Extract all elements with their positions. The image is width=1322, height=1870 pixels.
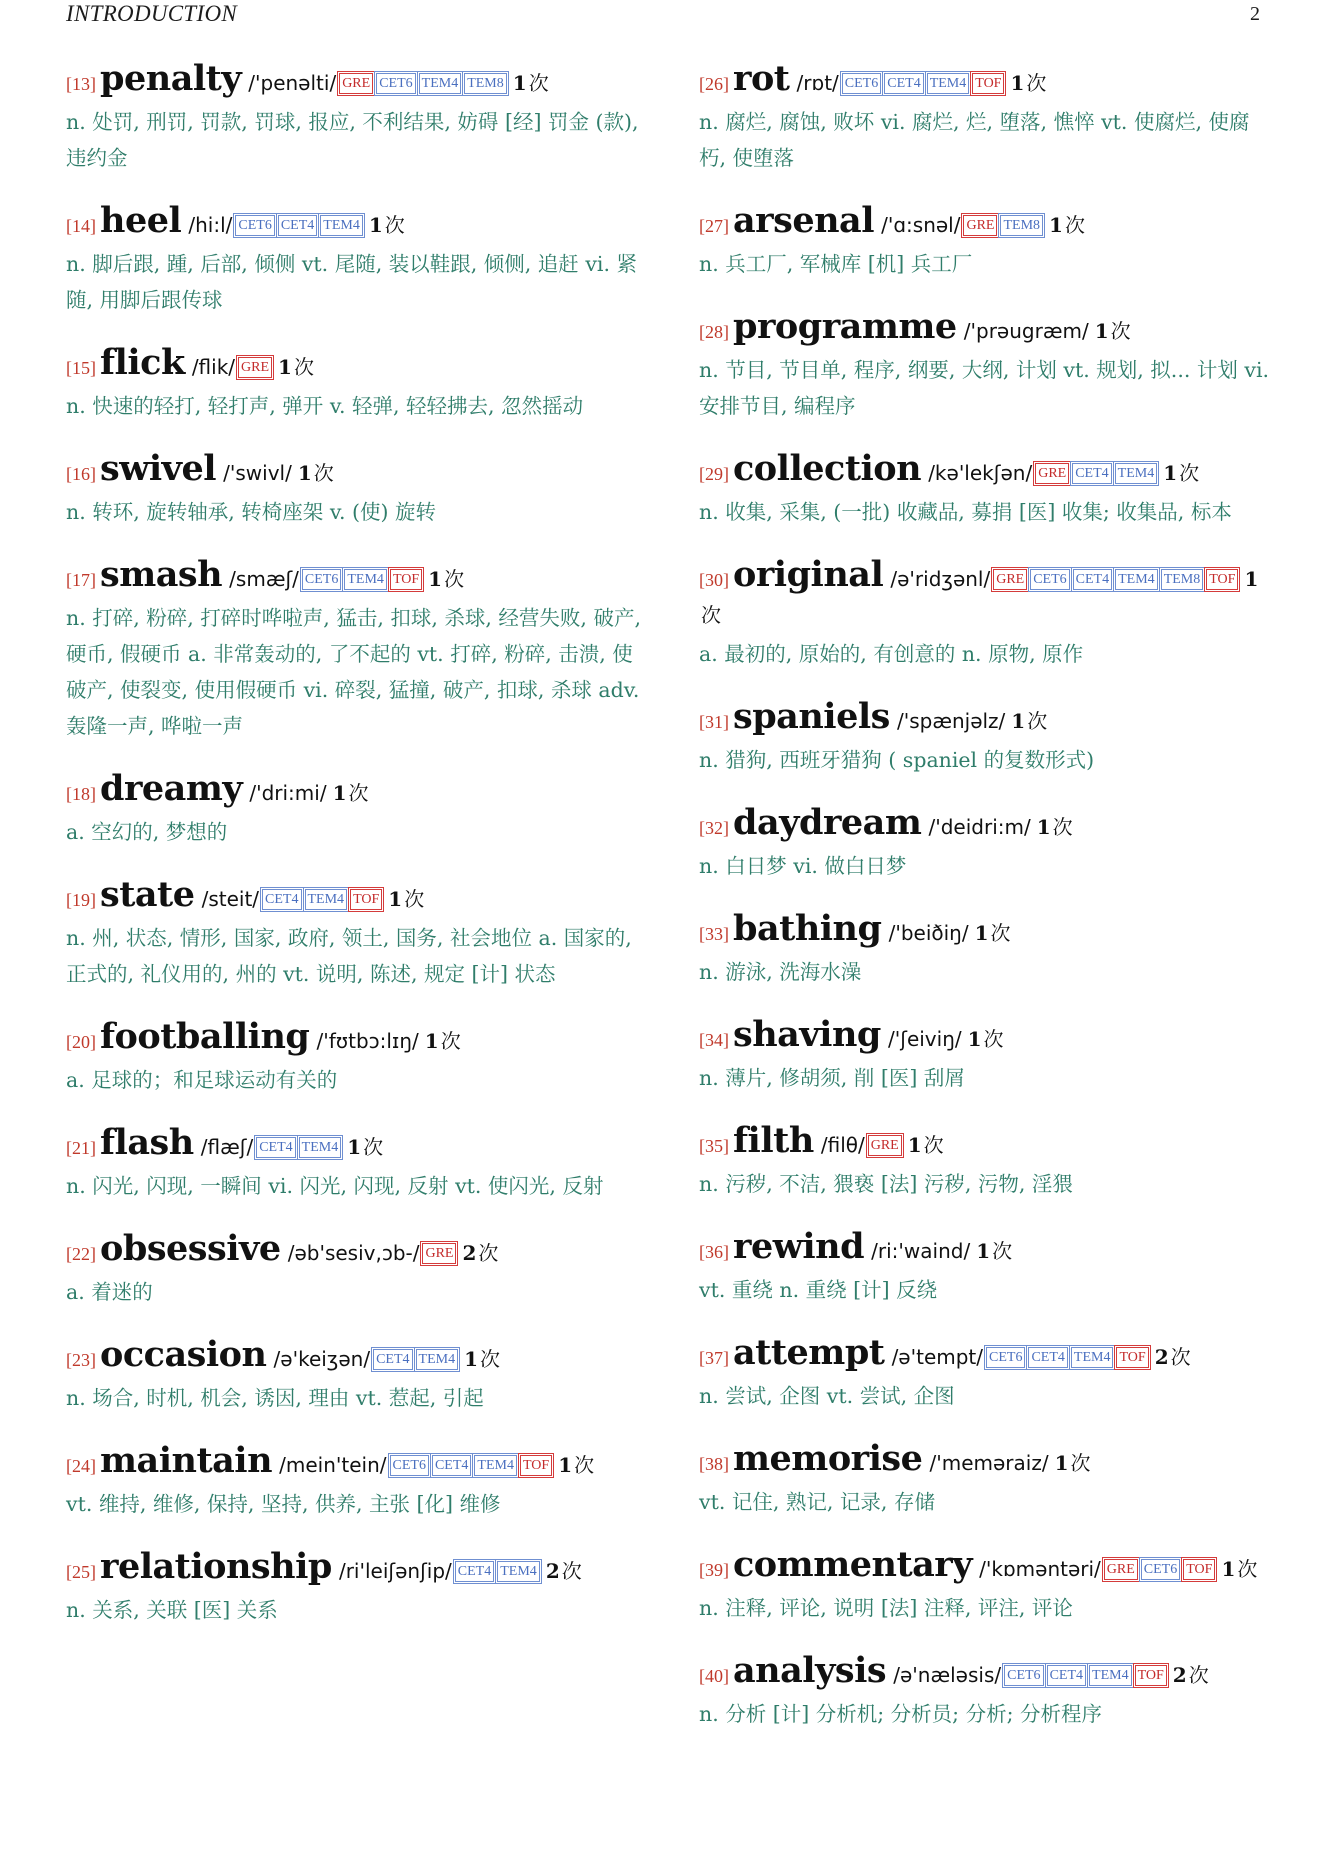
occurrence-count: 1 — [974, 921, 989, 945]
entry-definition: n. 脚后跟, 踵, 后部, 倾侧 vt. 尾随, 装以鞋跟, 倾侧, 追赶 vi. 紧随, 用脚后跟传球 — [66, 252, 637, 312]
occurrence-unit: 次 — [561, 1559, 582, 1583]
entry-phonetic: /rɒt/ — [796, 71, 839, 95]
entry-headline — [66, 448, 641, 492]
entry-index: [29] — [699, 464, 729, 484]
entry-headline — [66, 1228, 641, 1272]
entry-word: smash — [100, 554, 223, 595]
entry-index: [30] — [699, 570, 729, 590]
entry-headline — [699, 200, 1274, 244]
exam-tag-badge: TEM4 — [474, 1455, 517, 1476]
entry-phonetic: /ə'ridʒənl/ — [890, 567, 991, 591]
entry-phonetic: /'beiðiŋ/ — [888, 921, 969, 945]
entry-headline — [66, 874, 641, 918]
entry-word: rot — [733, 58, 790, 99]
entry-index: [40] — [699, 1666, 729, 1686]
occurrence-unit: 次 — [1027, 709, 1048, 733]
entry-headline — [699, 1014, 1274, 1058]
entry-headline — [699, 908, 1274, 952]
exam-tag-badge: TOF — [390, 569, 422, 590]
entry-definition: a. 足球的；和足球运动有关的 — [66, 1068, 338, 1092]
vocab-entry — [66, 58, 641, 176]
occurrence-unit: 次 — [1052, 815, 1073, 839]
entry-definition: n. 兵工厂, 军械库 [机] 兵工厂 — [699, 252, 973, 276]
right-column — [699, 58, 1274, 1760]
exam-tag-badge: GRE — [868, 1135, 902, 1156]
entry-index: [19] — [66, 890, 96, 910]
entry-index: [24] — [66, 1456, 96, 1476]
occurrence-count: 2 — [462, 1241, 477, 1265]
exam-tag-badge: TEM4 — [1071, 1347, 1114, 1368]
occurrence-count: 1 — [1163, 461, 1178, 485]
occurrence-count: 2 — [545, 1559, 560, 1583]
entry-phonetic: /'deidri:m/ — [928, 815, 1031, 839]
occurrence-unit: 次 — [1237, 1557, 1258, 1581]
vocab-entry — [66, 1228, 641, 1310]
occurrence-unit: 次 — [363, 1135, 384, 1159]
entry-word: collection — [733, 448, 922, 489]
entry-word: analysis — [733, 1650, 887, 1691]
entry-word: programme — [733, 306, 957, 347]
entry-word: heel — [100, 200, 182, 241]
occurrence-unit: 次 — [313, 461, 334, 485]
occurrence-unit: 次 — [701, 603, 721, 627]
entry-phonetic: /'spænjəlz/ — [896, 709, 1006, 733]
vocab-entry — [66, 448, 641, 530]
exam-tag-badge: GRE — [1035, 463, 1069, 484]
vocab-entry — [66, 768, 641, 850]
entry-phonetic: /filθ/ — [820, 1133, 865, 1157]
exam-tag-badge: GRE — [339, 73, 373, 94]
vocab-entry — [699, 908, 1274, 990]
entry-headline — [699, 1120, 1274, 1164]
occurrence-count: 1 — [464, 1347, 479, 1371]
exam-tag-badge: CET4 — [884, 73, 923, 94]
vocab-entry — [699, 802, 1274, 884]
entry-phonetic: /'ʃeiviŋ/ — [887, 1027, 962, 1051]
entry-headline — [699, 554, 1274, 634]
occurrence-unit: 次 — [404, 887, 425, 911]
exam-tag-badge: CET4 — [373, 1349, 412, 1370]
entry-index: [35] — [699, 1136, 729, 1156]
exam-tag-badge: TEM4 — [320, 215, 363, 236]
occurrence-unit: 次 — [1179, 461, 1200, 485]
exam-tag-badge: CET4 — [1028, 1347, 1067, 1368]
entry-definition: n. 打碎, 粉碎, 打碎时哗啦声, 猛击, 扣球, 杀球, 经营失败, 破产, 硬币, 假硬币 a. 非常轰动的, 了不起的 vt. 打碎, 粉碎, 击溃, 使破产, 使裂变, 使用假硬币 vi. 碎裂, 猛撞, 破产, 扣球, 杀球 adv. 轰隆一声, 哗啦一声 — [66, 606, 641, 738]
entry-index: [33] — [699, 924, 729, 944]
entry-word: flash — [100, 1122, 194, 1163]
entry-index: [32] — [699, 818, 729, 838]
vocab-entry — [66, 1334, 641, 1416]
exam-tag-badge: CET4 — [278, 215, 317, 236]
entry-word: occasion — [100, 1334, 267, 1375]
occurrence-count: 2 — [1154, 1345, 1169, 1369]
entry-headline — [699, 1650, 1274, 1694]
exam-tag-badge: TEM4 — [416, 1349, 459, 1370]
vocab-entry — [699, 448, 1274, 530]
entry-definition: n. 白日梦 vi. 做白日梦 — [699, 854, 907, 878]
exam-tag-badge: GRE — [422, 1243, 456, 1264]
vocab-entry — [699, 1014, 1274, 1096]
occurrence-count: 1 — [428, 567, 443, 591]
exam-tag-badge: GRE — [1104, 1559, 1138, 1580]
entry-phonetic: /ə'tempt/ — [891, 1345, 984, 1369]
exam-tag-badge: CET6 — [1141, 1559, 1180, 1580]
entry-headline — [66, 554, 641, 598]
entry-definition: n. 污秽, 不洁, 猥亵 [法] 污秽, 污物, 淫猥 — [699, 1172, 1073, 1196]
exam-tag-badge: TOF — [520, 1455, 552, 1476]
entry-phonetic: /ə'næləsis/ — [893, 1663, 1002, 1687]
entry-index: [25] — [66, 1562, 96, 1582]
entry-phonetic: /flæʃ/ — [200, 1135, 254, 1159]
vocab-entry — [699, 58, 1274, 176]
vocab-entry — [699, 1120, 1274, 1202]
entry-index: [31] — [699, 712, 729, 732]
exam-tag-badge: TEM4 — [299, 1137, 342, 1158]
entry-word: bathing — [733, 908, 882, 949]
entry-index: [18] — [66, 784, 96, 804]
entry-definition: vt. 记住, 熟记, 记录, 存储 — [699, 1490, 935, 1514]
entry-word: maintain — [100, 1440, 273, 1481]
occurrence-unit: 次 — [574, 1453, 595, 1477]
occurrence-count: 1 — [1049, 213, 1063, 237]
entry-phonetic: /'penəlti/ — [248, 71, 337, 95]
entry-headline — [699, 1226, 1274, 1270]
entry-headline — [66, 768, 641, 812]
occurrence-unit: 次 — [444, 567, 465, 591]
entry-definition: n. 注释, 评论, 说明 [法] 注释, 评注, 评论 — [699, 1596, 1073, 1620]
exam-tag-badge: CET6 — [986, 1347, 1025, 1368]
entry-headline — [699, 1544, 1274, 1588]
page-header — [66, 0, 1260, 28]
entry-definition: n. 处罚, 刑罚, 罚款, 罚球, 报应, 不利结果, 妨碍 [经] 罚金 (款), 违约金 — [66, 110, 639, 170]
occurrence-unit: 次 — [293, 355, 314, 379]
occurrence-unit: 次 — [478, 1241, 499, 1265]
entry-word: attempt — [733, 1332, 885, 1373]
occurrence-count: 1 — [297, 461, 312, 485]
exam-tag-badge: CET6 — [842, 73, 881, 94]
occurrence-count: 1 — [558, 1453, 573, 1477]
exam-tag-badge: GRE — [238, 357, 272, 378]
occurrence-unit: 次 — [384, 213, 405, 237]
entry-definition: a. 着迷的 — [66, 1280, 153, 1304]
occurrence-unit: 次 — [992, 1239, 1013, 1263]
entry-word: rewind — [733, 1226, 865, 1267]
entry-headline — [699, 1332, 1274, 1376]
entry-headline — [66, 1122, 641, 1166]
entry-headline — [66, 200, 641, 244]
exam-tag-badge: TOF — [350, 889, 382, 910]
vocab-entry — [66, 342, 641, 424]
vocab-entry — [66, 1122, 641, 1204]
occurrence-unit: 次 — [1026, 71, 1047, 95]
occurrence-count: 1 — [1036, 815, 1051, 839]
entry-word: penalty — [100, 58, 242, 99]
exam-tag-badge: TEM4 — [1115, 569, 1158, 590]
vocab-entry — [66, 1440, 641, 1522]
occurrence-count: 1 — [332, 781, 347, 805]
exam-tag-badge: TOF — [1206, 569, 1238, 590]
entry-phonetic: /'ɑ:snəl/ — [881, 213, 961, 237]
vocab-entry — [699, 1650, 1274, 1732]
entry-definition: vt. 重绕 n. 重绕 [计] 反绕 — [699, 1278, 938, 1302]
exam-tag-badge: CET4 — [1073, 569, 1112, 590]
exam-tag-badge: TEM4 — [344, 569, 387, 590]
occurrence-unit: 次 — [528, 71, 549, 95]
entry-index: [38] — [699, 1454, 729, 1474]
entry-phonetic: /'kɒməntəri/ — [979, 1557, 1101, 1581]
entry-index: [17] — [66, 570, 96, 590]
exam-tag-badge: TOF — [1183, 1559, 1215, 1580]
exam-tag-badge: CET6 — [235, 215, 274, 236]
exam-tag-badge: TOF — [1135, 1665, 1167, 1686]
vocab-entry — [699, 200, 1274, 282]
vocabulary-columns — [66, 58, 1274, 1760]
entry-word: footballing — [100, 1016, 310, 1057]
exam-tag-badge: CET6 — [376, 73, 415, 94]
vocab-entry — [699, 554, 1274, 672]
entry-headline — [66, 342, 641, 386]
entry-phonetic: /kə'lekʃən/ — [928, 461, 1033, 485]
occurrence-unit: 次 — [990, 921, 1011, 945]
entry-definition: n. 游泳, 洗海水澡 — [699, 960, 862, 984]
occurrence-unit: 次 — [923, 1133, 944, 1157]
vocab-entry — [66, 554, 641, 744]
occurrence-count: 1 — [1221, 1557, 1236, 1581]
entry-index: [20] — [66, 1032, 96, 1052]
exam-tag-badge: TEM4 — [419, 73, 462, 94]
entry-headline — [699, 696, 1274, 740]
exam-tag-badge: TOF — [972, 73, 1004, 94]
exam-tag-badge: TEM4 — [1089, 1665, 1132, 1686]
occurrence-unit: 次 — [1170, 1345, 1191, 1369]
entry-definition: n. 关系, 关联 [医] 关系 — [66, 1598, 278, 1622]
entry-phonetic: /steit/ — [201, 887, 260, 911]
entry-definition: n. 闪光, 闪现, 一瞬间 vi. 闪光, 闪现, 反射 vt. 使闪光, 反射 — [66, 1174, 604, 1198]
entry-word: daydream — [733, 802, 922, 843]
vocab-entry — [699, 696, 1274, 778]
occurrence-count: 1 — [907, 1133, 922, 1157]
header-title: INTRODUCTION — [66, 1, 238, 26]
vocab-entry — [66, 200, 641, 318]
occurrence-count: 1 — [347, 1135, 362, 1159]
entry-word: state — [100, 874, 195, 915]
entry-index: [21] — [66, 1138, 96, 1158]
entry-index: [27] — [699, 216, 729, 236]
occurrence-unit: 次 — [440, 1029, 461, 1053]
entry-definition: a. 空幻的, 梦想的 — [66, 820, 228, 844]
exam-tag-badge: TEM4 — [497, 1561, 540, 1582]
occurrence-count: 1 — [1010, 71, 1025, 95]
occurrence-unit: 次 — [1070, 1451, 1091, 1475]
entry-definition: n. 快速的轻打, 轻打声, 弹开 v. 轻弹, 轻轻拂去, 忽然摇动 — [66, 394, 584, 418]
exam-tag-badge: TOF — [1116, 1347, 1148, 1368]
vocab-entry — [699, 1332, 1274, 1414]
entry-word: original — [733, 554, 884, 595]
exam-tag-badge: CET4 — [1047, 1665, 1086, 1686]
occurrence-count: 1 — [967, 1027, 982, 1051]
entry-word: spaniels — [733, 696, 890, 737]
entry-headline — [66, 1440, 641, 1484]
occurrence-count: 1 — [278, 355, 292, 379]
entry-definition: n. 薄片, 修胡须, 削 [医] 刮屑 — [699, 1066, 965, 1090]
entry-index: [37] — [699, 1348, 729, 1368]
entry-headline — [66, 58, 641, 102]
entry-phonetic: /ri:'waind/ — [871, 1239, 971, 1263]
entry-word: filth — [733, 1120, 814, 1161]
exam-tag-badge: CET4 — [432, 1455, 471, 1476]
entry-phonetic: /smæʃ/ — [229, 567, 299, 591]
occurrence-unit: 次 — [1110, 319, 1131, 343]
entry-definition: n. 节目, 节目单, 程序, 纲要, 大纲, 计划 vt. 规划, 拟... 计划 vi. 安排节目, 编程序 — [699, 358, 1270, 418]
entry-headline — [699, 1438, 1274, 1482]
entry-index: [36] — [699, 1242, 729, 1262]
entry-definition: a. 最初的, 原始的, 有创意的 n. 原物, 原作 — [699, 642, 1084, 666]
exam-tag-badge: TEM8 — [1161, 569, 1204, 590]
entry-definition: n. 腐烂, 腐蚀, 败坏 vi. 腐烂, 烂, 堕落, 憔悴 vt. 使腐烂, 使腐朽, 使堕落 — [699, 110, 1250, 170]
entry-index: [16] — [66, 464, 96, 484]
vocab-entry — [699, 1544, 1274, 1626]
occurrence-unit: 次 — [480, 1347, 501, 1371]
occurrence-count: 2 — [1172, 1663, 1187, 1687]
occurrence-unit: 次 — [983, 1027, 1004, 1051]
exam-tag-badge: TEM4 — [1115, 463, 1158, 484]
entry-definition: n. 场合, 时机, 机会, 诱因, 理由 vt. 惹起, 引起 — [66, 1386, 484, 1410]
entry-headline — [66, 1016, 641, 1060]
vocab-entry — [699, 306, 1274, 424]
occurrence-unit: 次 — [348, 781, 369, 805]
exam-tag-badge: CET4 — [262, 889, 301, 910]
entry-phonetic: /əb'sesiv,ɔb-/ — [287, 1241, 420, 1265]
entry-headline — [66, 1546, 641, 1590]
entry-index: [13] — [66, 74, 96, 94]
exam-tag-badge: CET6 — [302, 569, 341, 590]
entry-phonetic: /'dri:mi/ — [249, 781, 327, 805]
entry-word: memorise — [733, 1438, 923, 1479]
exam-tag-badge: CET6 — [390, 1455, 429, 1476]
occurrence-count: 1 — [368, 213, 383, 237]
entry-phonetic: /ə'keiʒən/ — [273, 1347, 371, 1371]
vocab-entry — [699, 1226, 1274, 1308]
entry-word: obsessive — [100, 1228, 281, 1269]
entry-headline — [699, 58, 1274, 102]
entry-definition: n. 州, 状态, 情形, 国家, 政府, 领土, 国务, 社会地位 a. 国家的, 正式的, 礼仪用的, 州的 vt. 说明, 陈述, 规定 [计] 状态 — [66, 926, 632, 986]
entry-phonetic: /'fʊtbɔ:lɪŋ/ — [316, 1029, 419, 1053]
entry-phonetic: /flik/ — [191, 355, 236, 379]
entry-phonetic: /'meməraiz/ — [929, 1451, 1049, 1475]
occurrence-count: 1 — [1011, 709, 1026, 733]
page-number: 2 — [1250, 2, 1260, 25]
occurrence-count: 1 — [976, 1239, 991, 1263]
entry-headline — [699, 448, 1274, 492]
entry-definition: n. 猎狗, 西班牙猎狗 ( spaniel 的复数形式) — [699, 748, 1095, 772]
entry-word: flick — [100, 342, 185, 383]
exam-tag-badge: TEM4 — [305, 889, 348, 910]
occurrence-count: 1 — [1054, 1451, 1069, 1475]
entry-index: [15] — [66, 358, 96, 378]
entry-word: swivel — [100, 448, 217, 489]
entry-index: [39] — [699, 1560, 729, 1580]
occurrence-count: 1 — [512, 71, 527, 95]
entry-phonetic: /hi:l/ — [188, 213, 233, 237]
exam-tag-badge: GRE — [963, 215, 997, 236]
entry-index: [23] — [66, 1350, 96, 1370]
entry-word: commentary — [733, 1544, 973, 1585]
entry-phonetic: /'prəugræm/ — [963, 319, 1089, 343]
entry-phonetic: /mein'tein/ — [279, 1453, 387, 1477]
entry-headline — [699, 306, 1274, 350]
exam-tag-badge: CET4 — [256, 1137, 295, 1158]
exam-tag-badge: GRE — [993, 569, 1027, 590]
exam-tag-badge: CET6 — [1030, 569, 1069, 590]
entry-definition: n. 分析 [计] 分析机; 分析员; 分析; 分析程序 — [699, 1702, 1103, 1726]
entry-definition: vt. 维持, 维修, 保持, 坚持, 供养, 主张 [化] 维修 — [66, 1492, 501, 1516]
exam-tag-badge: CET4 — [1072, 463, 1111, 484]
entry-index: [34] — [699, 1030, 729, 1050]
exam-tag-badge: TEM8 — [1000, 215, 1043, 236]
exam-tag-badge: TEM4 — [927, 73, 970, 94]
vocab-entry — [66, 1016, 641, 1098]
left-column — [66, 58, 641, 1760]
entry-definition: n. 收集, 采集, (一批) 收藏品, 募捐 [医] 收集; 收集品, 标本 — [699, 500, 1232, 524]
entry-index: [22] — [66, 1244, 96, 1264]
entry-definition: n. 尝试, 企图 vt. 尝试, 企图 — [699, 1384, 955, 1408]
entry-phonetic: /'swivl/ — [223, 461, 292, 485]
vocab-entry — [66, 874, 641, 992]
occurrence-count: 1 — [1244, 567, 1259, 591]
vocab-entry — [699, 1438, 1274, 1520]
entry-word: dreamy — [100, 768, 243, 809]
occurrence-unit: 次 — [1064, 213, 1085, 237]
entry-headline — [66, 1334, 641, 1378]
entry-word: relationship — [100, 1546, 332, 1587]
entry-word: shaving — [733, 1014, 881, 1055]
entry-definition: n. 转环, 旋转轴承, 转椅座架 v. (使) 旋转 — [66, 500, 437, 524]
occurrence-count: 1 — [388, 887, 403, 911]
entry-headline — [699, 802, 1274, 846]
exam-tag-badge: CET6 — [1004, 1665, 1043, 1686]
entry-word: arsenal — [733, 200, 875, 241]
occurrence-count: 1 — [424, 1029, 439, 1053]
occurrence-unit: 次 — [1188, 1663, 1209, 1687]
exam-tag-badge: CET4 — [455, 1561, 494, 1582]
entry-index: [28] — [699, 322, 729, 342]
vocab-entry — [66, 1546, 641, 1628]
entry-index: [26] — [699, 74, 729, 94]
entry-index: [14] — [66, 216, 96, 236]
exam-tag-badge: TEM8 — [464, 73, 507, 94]
occurrence-count: 1 — [1094, 319, 1109, 343]
entry-phonetic: /ri'leiʃənʃip/ — [338, 1559, 452, 1583]
